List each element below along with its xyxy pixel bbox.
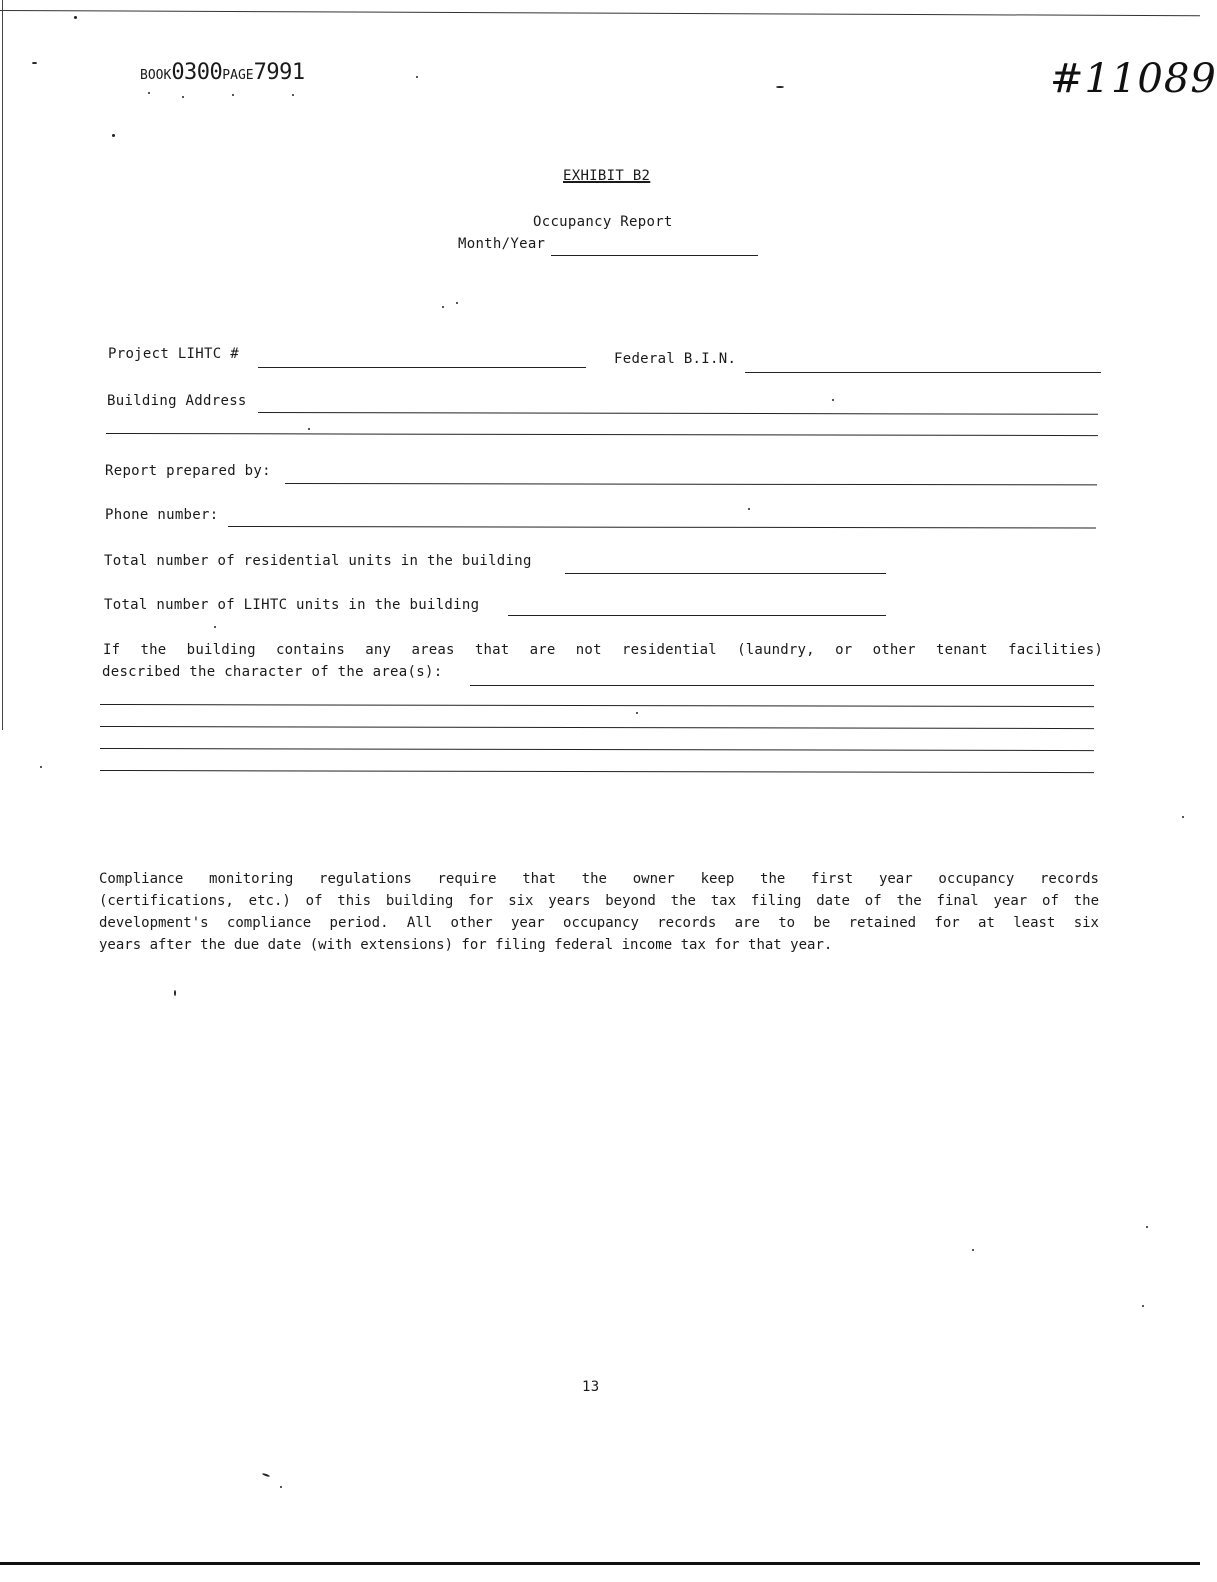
scan-speck	[112, 134, 115, 137]
scan-speck	[292, 94, 294, 96]
federal-bin-label: Federal B.I.N.	[614, 351, 737, 367]
report-prepared-by-label: Report prepared by:	[105, 463, 271, 479]
nonresidential-areas-line-2[interactable]	[100, 704, 1094, 707]
nonresidential-areas-question-line1: If the building contains any areas that are not residential (laundry, or other tenant facilities)	[103, 642, 1103, 658]
scan-speck	[280, 1486, 282, 1488]
building-address-line-1[interactable]	[258, 412, 1098, 415]
scan-speck	[32, 62, 37, 64]
book-page-stamp	[140, 60, 305, 85]
scan-speck	[972, 1249, 974, 1251]
compliance-note-line-3: development's compliance period. All other year occupancy records are to be retained for at least six	[99, 915, 1099, 931]
nonresidential-areas-question-line2: described the character of the area(s):	[102, 664, 443, 680]
building-address-line-2[interactable]	[106, 433, 1098, 436]
scan-speck	[148, 92, 150, 94]
nonresidential-areas-line-3[interactable]	[100, 726, 1094, 729]
total-lihtc-units-label: Total number of LIHTC units in the building	[104, 597, 480, 613]
total-lihtc-units-line[interactable]	[508, 615, 886, 616]
handwritten-document-number: #11089	[1050, 56, 1217, 102]
compliance-note-line-2: (certifications, etc.) of this building for six years beyond the tax filing date of the final year of the	[99, 893, 1099, 909]
stamp-book-number: 0300	[171, 60, 223, 85]
phone-number-label: Phone number:	[105, 507, 219, 523]
stamp-page-number: 7991	[253, 60, 305, 85]
nonresidential-areas-line-1[interactable]	[470, 685, 1094, 686]
page-top-edge	[0, 10, 1200, 16]
month-year-label: Month/Year	[458, 236, 546, 252]
scan-speck	[456, 302, 458, 304]
page-left-edge	[2, 0, 3, 730]
total-residential-units-line[interactable]	[565, 573, 886, 574]
scan-speck	[40, 766, 42, 768]
stamp-page-label: PAGE	[222, 68, 254, 83]
project-lihtc-line[interactable]	[258, 367, 586, 368]
federal-bin-line[interactable]	[745, 372, 1101, 373]
stamp-book-label: BOOK	[140, 68, 172, 83]
scan-speck	[174, 990, 176, 996]
scan-speck	[1146, 1226, 1148, 1228]
scan-speck	[1142, 1305, 1144, 1307]
nonresidential-areas-line-4[interactable]	[100, 748, 1094, 751]
scan-speck	[636, 712, 638, 714]
exhibit-heading-text: EXHIBIT B2	[563, 168, 651, 184]
month-year-line[interactable]	[551, 255, 758, 256]
total-residential-units-label: Total number of residential units in the building	[104, 553, 532, 569]
project-lihtc-label: Project LIHTC #	[108, 346, 239, 362]
scan-speck	[416, 76, 418, 78]
page-bottom-edge	[0, 1562, 1200, 1565]
nonresidential-areas-line-5[interactable]	[100, 770, 1094, 773]
scan-speck	[776, 86, 784, 88]
scan-speck	[262, 1473, 270, 1478]
scan-speck	[832, 399, 834, 401]
compliance-note	[99, 868, 1099, 956]
scan-speck	[442, 306, 444, 308]
scan-speck	[232, 94, 234, 96]
compliance-note-line-1: Compliance monitoring regulations require that the owner keep the first year occupancy records	[99, 871, 1099, 887]
building-address-label: Building Address	[107, 393, 247, 409]
page-number: 13	[582, 1379, 600, 1395]
report-title: Occupancy Report	[533, 214, 673, 230]
scan-speck	[748, 508, 750, 510]
scan-speck	[308, 428, 310, 430]
compliance-note-line-4: years after the due date (with extensions) for filing federal income tax for that year.	[99, 937, 833, 953]
exhibit-heading	[563, 168, 650, 184]
scan-speck	[74, 16, 77, 19]
phone-number-line[interactable]	[228, 526, 1096, 529]
scan-speck	[1182, 816, 1184, 818]
scan-speck	[214, 626, 216, 628]
scan-speck	[182, 96, 184, 98]
report-prepared-by-line[interactable]	[285, 483, 1097, 485]
